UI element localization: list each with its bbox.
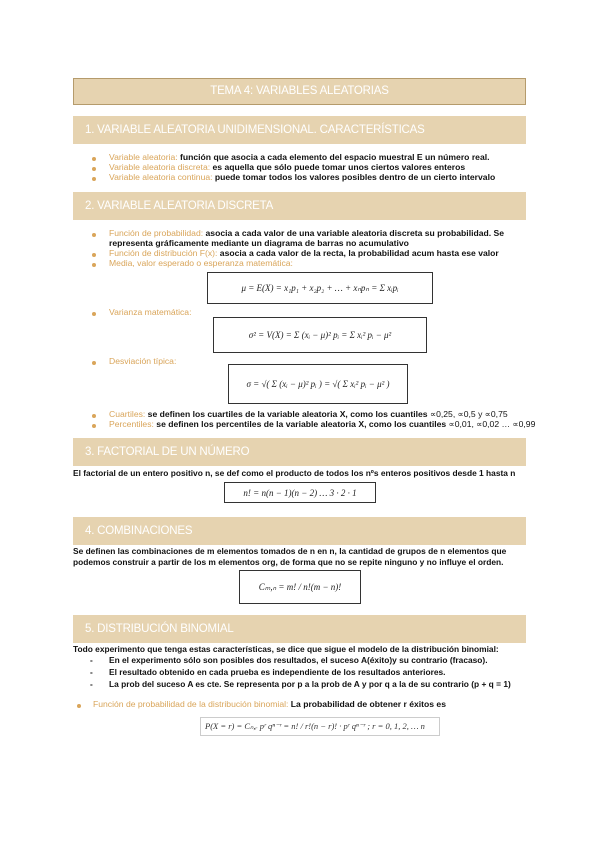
dash-bullet: - — [90, 655, 93, 665]
list-item: Función de distribución F(x): asocia a cada valor de la recta, la probabilidad acum hasta ese valor — [109, 248, 499, 258]
list-item-continued: representa gráficamente mediante un diagrama de barras no acumulativo — [109, 238, 409, 248]
bullet-icon — [92, 167, 96, 171]
binomial-item: La prob del suceso A es cte. Se representa por p a la prob de A y por q a la de su contrario (p + q = 1) — [109, 679, 511, 689]
section-2-header: 2. VARIABLE ALEATORIA DISCRETA — [73, 192, 526, 220]
binomial-item: El resultado obtenido en cada prueba es independiente de los resultados anteriores. — [109, 667, 446, 677]
list-item: Variable aleatoria discreta: es aquella que sólo puede tomar unos ciertos valores enteros — [109, 162, 466, 172]
bullet-icon — [92, 263, 96, 267]
list-item: Función de probabilidad: asocia a cada valor de una variable aleatoria discreta su probabilidad. Se — [109, 228, 505, 238]
bullet-icon — [77, 704, 81, 708]
bullet-icon — [92, 361, 96, 365]
formula-varianza: σ² = V(X) = Σ (xᵢ − μ)² pᵢ = Σ xᵢ² pᵢ − μ² — [213, 317, 427, 353]
list-item: Desviación típica: — [109, 356, 177, 366]
binomial-intro: Todo experimento que tenga estas características, se dice que sigue el modelo de la distribución binomial: — [73, 644, 499, 654]
bullet-icon — [92, 233, 96, 237]
list-item: Percentiles: se definen los percentiles de la variable aleatoria X, como los cuantiles ∝0,01, ∝0,02 … ∝0,99 — [109, 419, 536, 429]
formula-desviacion: σ = √( Σ (xᵢ − μ)² pᵢ ) = √( Σ xᵢ² pᵢ − μ² ) — [228, 364, 408, 404]
dash-bullet: - — [90, 679, 93, 689]
section-4-header: 4. COMBINACIONES — [73, 517, 526, 545]
list-item: Media, valor esperado o esperanza matemática: — [109, 258, 293, 268]
list-item: Varianza matemática: — [109, 307, 192, 317]
list-item: Variable aleatoria: función que asocia a cada elemento del espacio muestral E un número real. — [109, 152, 490, 162]
list-item: Función de probabilidad de la distribución binomial: La probabilidad de obtener r éxitos es — [93, 699, 446, 709]
formula-media: μ = E(X) = x₁p₁ + x₂p₂ + … + xₙpₙ = Σ xᵢpᵢ — [207, 272, 433, 304]
combinaciones-text-line2: podemos construir a partir de los m elementos org, de forma que no se repite ninguno y no influye el orden. — [73, 557, 504, 567]
page-title: TEMA 4: VARIABLES ALEATORIAS — [73, 78, 526, 105]
formula-factorial: n! = n(n − 1)(n − 2) … 3 · 2 · 1 — [224, 482, 376, 503]
bullet-icon — [92, 157, 96, 161]
formula-combinaciones: Cₘ,ₙ = m! / n!(m − n)! — [239, 570, 361, 604]
bullet-icon — [92, 312, 96, 316]
formula-binomial: P(X = r) = Cₙ,ᵣ pʳ qⁿ⁻ʳ = n! / r!(n − r)! · pʳ qⁿ⁻ʳ ; r = 0, 1, 2, … n — [200, 717, 440, 736]
section-1-header: 1. VARIABLE ALEATORIA UNIDIMENSIONAL. CARACTERÍSTICAS — [73, 116, 526, 144]
list-item: Variable aleatoria continua: puede tomar todos los valores posibles dentro de un cierto intervalo — [109, 172, 496, 182]
factorial-definition: El factorial de un entero positivo n, se def como el producto de todos los nºs enteros positivos desde 1 hasta n — [73, 468, 516, 478]
binomial-item: En el experimento sólo son posibles dos resultados, el suceso A(éxito)y su contrario (fracaso). — [109, 655, 488, 665]
bullet-icon — [92, 424, 96, 428]
bullet-icon — [92, 177, 96, 181]
list-item: Cuartiles: se definen los cuartiles de la variable aleatoria X, como los cuantiles ∝0,25, ∝0,5 y ∝0,75 — [109, 409, 508, 419]
section-3-header: 3. FACTORIAL DE UN NÚMERO — [73, 438, 526, 466]
dash-bullet: - — [90, 667, 93, 677]
section-5-header: 5. DISTRIBUCIÓN BINOMIAL — [73, 615, 526, 643]
bullet-icon — [92, 414, 96, 418]
bullet-icon — [92, 253, 96, 257]
combinaciones-text-line1: Se definen las combinaciones de m elementos tomados de n en n, la cantidad de grupos de n elementos que — [73, 546, 507, 556]
